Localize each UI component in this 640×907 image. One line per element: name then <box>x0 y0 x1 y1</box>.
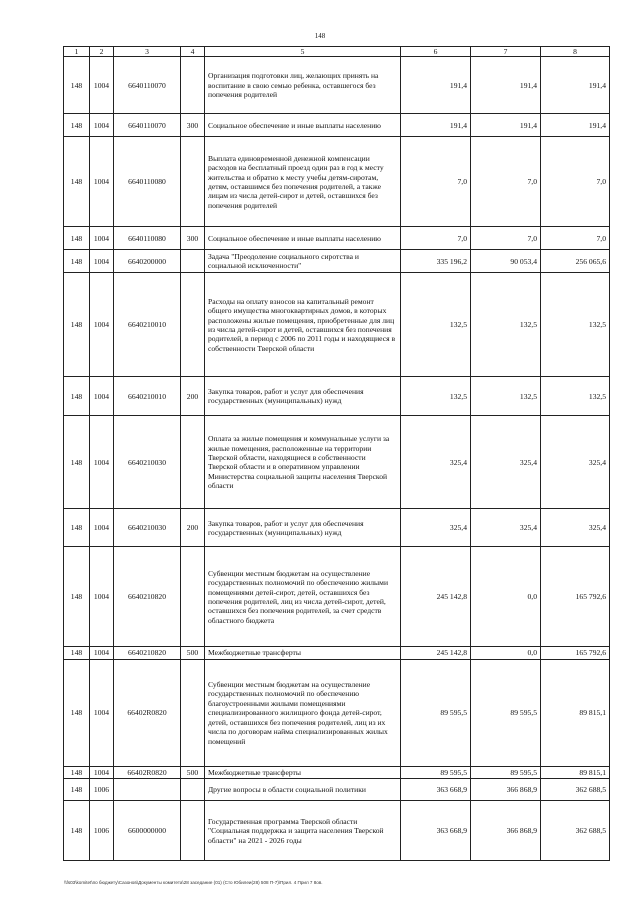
cell-amount-2: 90 053,4 <box>471 250 541 273</box>
cell-amount-3: 325,4 <box>541 509 610 547</box>
cell-admin-code: 148 <box>64 509 90 547</box>
table-row <box>64 647 610 659</box>
table-row <box>64 801 610 861</box>
cell-target-code: 6640110080 <box>114 137 181 227</box>
cell-expense-type: 500 <box>181 766 205 778</box>
cell-admin-code: 148 <box>64 547 90 647</box>
cell-description: Другие вопросы в области социальной политики <box>205 779 401 801</box>
column-header: 2 <box>90 47 114 57</box>
cell-section-code: 1004 <box>90 114 114 137</box>
cell-section-code: 1004 <box>90 250 114 273</box>
cell-expense-type <box>181 273 205 377</box>
cell-description: Расходы на оплату взносов на капитальный ремонт общего имущества многоквартирных домов, в которых расположены жилые помещения, приобретенные для лиц из числа детей-сирот и детей, оставшихся без попечения родителей, в период с 2006 по 2011 годы и находящиеся в собственности Тверской области <box>205 273 401 377</box>
cell-amount-3: 165 792,6 <box>541 647 610 659</box>
cell-amount-3: 132,5 <box>541 273 610 377</box>
cell-amount-1: 325,4 <box>401 509 471 547</box>
cell-target-code: 6640210820 <box>114 547 181 647</box>
cell-target-code: 6640210010 <box>114 273 181 377</box>
cell-target-code: 6640110070 <box>114 114 181 137</box>
cell-section-code: 1004 <box>90 273 114 377</box>
cell-amount-1: 363 668,9 <box>401 779 471 801</box>
cell-expense-type: 300 <box>181 227 205 250</box>
cell-amount-1: 7,0 <box>401 227 471 250</box>
cell-target-code: 6640210010 <box>114 377 181 416</box>
cell-amount-2: 7,0 <box>471 137 541 227</box>
page-number: 148 <box>314 32 326 40</box>
cell-amount-1: 89 595,5 <box>401 766 471 778</box>
cell-amount-2: 7,0 <box>471 227 541 250</box>
cell-admin-code: 148 <box>64 416 90 509</box>
cell-expense-type: 500 <box>181 647 205 659</box>
cell-amount-3: 132,5 <box>541 377 610 416</box>
cell-description: Выплата единовременной денежной компенсации расходов на бесплатный проезд один раз в год к месту жительства и обратно к месту учебы детям-сиротам, детям, оставшимся без попечения родителей, а также лицам из числа детей-сирот и детей, оставшихся без попечения родителей <box>205 137 401 227</box>
cell-section-code: 1004 <box>90 137 114 227</box>
table-row <box>64 416 610 509</box>
cell-description: Оплата за жилые помещения и коммунальные услуги за жилые помещения, расположенные на территории Тверской области, находящиеся в собственности Тверской области и в оперативном управлении Министерства социальной защиты населения Тверской области <box>205 416 401 509</box>
cell-amount-1: 132,5 <box>401 377 471 416</box>
cell-amount-2: 0,0 <box>471 647 541 659</box>
cell-admin-code: 148 <box>64 779 90 801</box>
cell-section-code: 1006 <box>90 779 114 801</box>
cell-amount-3: 89 815,1 <box>541 659 610 766</box>
cell-amount-1: 325,4 <box>401 416 471 509</box>
table-row <box>64 547 610 647</box>
cell-expense-type <box>181 547 205 647</box>
cell-amount-2: 191,4 <box>471 57 541 114</box>
cell-amount-2: 366 868,9 <box>471 779 541 801</box>
cell-target-code: 66402R0820 <box>114 659 181 766</box>
cell-target-code <box>114 779 181 801</box>
cell-description: Субвенции местным бюджетам на осуществление государственных полномочий по обеспечению благоустроенными жилыми помещениями специализированного жилищного фонда детей-сирот, детей, оставшихся без попечения родителей, лиц из их числа по договорам найма специализированных жилых помещений <box>205 659 401 766</box>
cell-amount-3: 362 688,5 <box>541 801 610 861</box>
cell-target-code: 66402R0820 <box>114 766 181 778</box>
table-row <box>64 377 610 416</box>
table-header-row <box>64 47 610 57</box>
table-row <box>64 509 610 547</box>
cell-admin-code: 148 <box>64 57 90 114</box>
cell-amount-1: 7,0 <box>401 137 471 227</box>
footer-file-path: \\fs03\komitet\по бюджету\Сазонов\Документы комитета\28 заседание (01) (Сто Юбилеи(28) 508 П-7)\Прил. 4 Прил 7 8ов. <box>64 880 323 885</box>
cell-admin-code: 148 <box>64 137 90 227</box>
cell-amount-2: 89 595,5 <box>471 659 541 766</box>
cell-section-code: 1004 <box>90 647 114 659</box>
cell-target-code: 6640210030 <box>114 416 181 509</box>
column-header: 3 <box>114 47 181 57</box>
cell-target-code: 6640110070 <box>114 57 181 114</box>
cell-target-code: 6640210030 <box>114 509 181 547</box>
cell-amount-2: 191,4 <box>471 114 541 137</box>
cell-amount-3: 89 815,1 <box>541 766 610 778</box>
cell-admin-code: 148 <box>64 114 90 137</box>
cell-expense-type <box>181 779 205 801</box>
cell-amount-1: 191,4 <box>401 114 471 137</box>
cell-target-code: 6640200000 <box>114 250 181 273</box>
cell-amount-3: 165 792,6 <box>541 547 610 647</box>
cell-admin-code: 148 <box>64 250 90 273</box>
cell-expense-type <box>181 801 205 861</box>
cell-description: Межбюджетные трансферты <box>205 766 401 778</box>
cell-description: Субвенции местным бюджетам на осуществление государственных полномочий по обеспечению жилыми помещениями детей-сирот, детей, оставшихся без попечения родителей, лиц из числа детей-сирот, детей, оставшихся без попечения родителей, за счет средств областного бюджета <box>205 547 401 647</box>
table-row <box>64 227 610 250</box>
cell-expense-type: 200 <box>181 377 205 416</box>
cell-section-code: 1006 <box>90 801 114 861</box>
table-row <box>64 659 610 766</box>
cell-expense-type <box>181 659 205 766</box>
cell-amount-1: 89 595,5 <box>401 659 471 766</box>
cell-expense-type <box>181 250 205 273</box>
cell-amount-2: 132,5 <box>471 377 541 416</box>
cell-amount-1: 191,4 <box>401 57 471 114</box>
cell-description: Закупка товаров, работ и услуг для обеспечения государственных (муниципальных) нужд <box>205 377 401 416</box>
cell-amount-3: 325,4 <box>541 416 610 509</box>
cell-target-code: 6640210820 <box>114 647 181 659</box>
cell-section-code: 1004 <box>90 377 114 416</box>
cell-admin-code: 148 <box>64 377 90 416</box>
cell-expense-type: 300 <box>181 114 205 137</box>
cell-section-code: 1004 <box>90 766 114 778</box>
table-row <box>64 273 610 377</box>
table-row <box>64 250 610 273</box>
cell-section-code: 1004 <box>90 57 114 114</box>
cell-amount-2: 325,4 <box>471 416 541 509</box>
cell-amount-3: 256 065,6 <box>541 250 610 273</box>
cell-amount-2: 89 595,5 <box>471 766 541 778</box>
cell-amount-3: 7,0 <box>541 137 610 227</box>
cell-description: Межбюджетные трансферты <box>205 647 401 659</box>
cell-section-code: 1004 <box>90 659 114 766</box>
cell-description: Организация подготовки лиц, желающих принять на воспитание в свою семью ребенка, оставшегося без попечения родителей <box>205 57 401 114</box>
cell-amount-3: 191,4 <box>541 57 610 114</box>
column-header: 8 <box>541 47 610 57</box>
cell-admin-code: 148 <box>64 801 90 861</box>
cell-amount-3: 7,0 <box>541 227 610 250</box>
cell-description: Закупка товаров, работ и услуг для обеспечения государственных (муниципальных) нужд <box>205 509 401 547</box>
cell-amount-3: 362 688,5 <box>541 779 610 801</box>
cell-target-code: 6600000000 <box>114 801 181 861</box>
cell-amount-1: 245 142,8 <box>401 647 471 659</box>
cell-amount-1: 363 668,9 <box>401 801 471 861</box>
cell-description: Задача "Преодоление социального сиротства и социальной исключенности" <box>205 250 401 273</box>
cell-admin-code: 148 <box>64 273 90 377</box>
table-row <box>64 766 610 778</box>
column-header: 4 <box>181 47 205 57</box>
cell-section-code: 1004 <box>90 227 114 250</box>
cell-expense-type <box>181 57 205 114</box>
cell-description: Социальное обеспечение и иные выплаты населению <box>205 227 401 250</box>
column-header: 6 <box>401 47 471 57</box>
cell-section-code: 1004 <box>90 509 114 547</box>
table-row <box>64 114 610 137</box>
cell-section-code: 1004 <box>90 416 114 509</box>
cell-admin-code: 148 <box>64 766 90 778</box>
budget-table <box>63 46 610 861</box>
cell-amount-1: 335 196,2 <box>401 250 471 273</box>
cell-description: Государственная программа Тверской области "Социальная поддержка и защита населения Тверской области" на 2021 - 2026 годы <box>205 801 401 861</box>
cell-target-code: 6640110080 <box>114 227 181 250</box>
cell-amount-2: 0,0 <box>471 547 541 647</box>
column-header: 1 <box>64 47 90 57</box>
cell-admin-code: 148 <box>64 647 90 659</box>
cell-expense-type <box>181 137 205 227</box>
cell-amount-2: 325,4 <box>471 509 541 547</box>
table-row <box>64 137 610 227</box>
column-header: 5 <box>205 47 401 57</box>
table-row <box>64 779 610 801</box>
cell-amount-3: 191,4 <box>541 114 610 137</box>
cell-expense-type: 200 <box>181 509 205 547</box>
cell-amount-1: 245 142,8 <box>401 547 471 647</box>
cell-amount-1: 132,5 <box>401 273 471 377</box>
cell-admin-code: 148 <box>64 227 90 250</box>
cell-amount-2: 132,5 <box>471 273 541 377</box>
column-header: 7 <box>471 47 541 57</box>
cell-section-code: 1004 <box>90 547 114 647</box>
cell-admin-code: 148 <box>64 659 90 766</box>
table-row <box>64 57 610 114</box>
cell-description: Социальное обеспечение и иные выплаты населению <box>205 114 401 137</box>
cell-amount-2: 366 868,9 <box>471 801 541 861</box>
cell-expense-type <box>181 416 205 509</box>
